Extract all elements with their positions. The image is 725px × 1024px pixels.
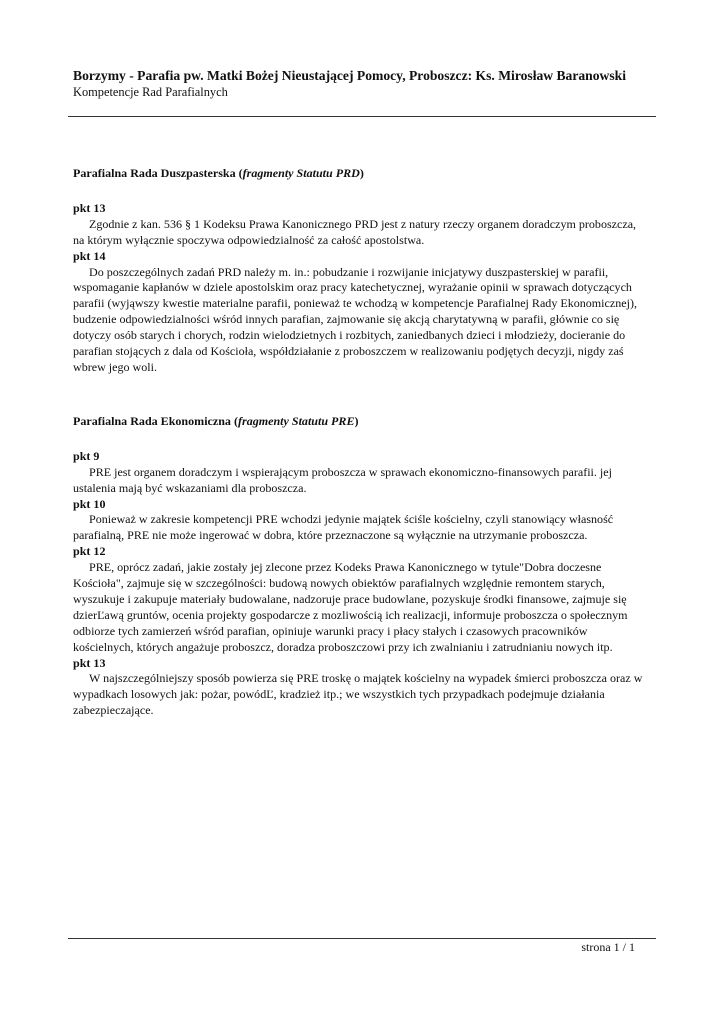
- point-text: Ponieważ w zakresie kompetencji PRE wchodzi jedynie majątek ściśle kościelny, czyli stanowiący własność parafialną, PRE nie może ingerować w dobra, które przeznaczone są wyłącznie na utrzymanie proboszcza.: [73, 512, 614, 543]
- point-block: [73, 544, 653, 655]
- page-title: Borzymy - Parafia pw. Matki Bożej Nieustającej Pomocy, Proboszcz: Ks. Mirosław Baranowski: [73, 68, 626, 83]
- section-prd: [73, 166, 653, 376]
- point-text: PRE, oprócz zadań, jakie zostały jej zlecone przez Kodeks Prawa Kanonicznego w tytule"Dobra doczesne Kościoła", zajmuje się w szczególności: budową nowych obiektów parafialnych względnie remontem starych, wyszukuje i zakupuje materiały budowalane, nadzoruje prace budowlane, pozyskuje środki finansowe, zajmuje się dzierĽawą gruntów, ocenia projekty gospodarcze z mozliwością ich realizacji, informuje proboszcza o społecznym odbiorze tych zamierzeń wśród parafian, opiniuje warunki pracy i płacy stałych i czasowych pracowników kościelnych, których angażuje proboszcz, doradza proboszczowi przy ich zwalnianiu i zatrudnianiu nowych itp.: [73, 560, 628, 654]
- point-block: [73, 449, 653, 497]
- point-label: pkt 13: [73, 655, 106, 670]
- point-label: pkt 12: [73, 544, 106, 559]
- section-heading: Parafialna Rada Duszpasterska (fragmenty Statutu PRD): [73, 166, 364, 180]
- point-label: pkt 13: [73, 200, 106, 215]
- point-text: Do poszczególnych zadań PRD należy m. in.: pobudzanie i rozwijanie inicjatywy duszpasterskiej w parafii, wspomaganie kapłanów w dziele apostolskim oraz pracy katechetycznej, wyrażanie opinii w sprawach dotyczących parafii (wyjąwszy kwestie materialne parafii, ponieważ te wchodzą w kompetencje Parafialnej Rady Ekonomicznej), budzenie odpowiedzialności wśród innych parafian, zajmowanie się akcją charytatywną w parafii, głównie co się dotyczy osób starych i chorych, rodzin wielodzietnych i rozbitych, zaniedbanych dzieci i młodzieży, docieranie do parafian stojących z dala od Kościoła, współdziałanie z proboszczem w realizowaniu podjętych decyzji, nigdy zaś wbrew jego woli.: [73, 264, 637, 374]
- header-divider: [68, 116, 656, 117]
- point-label: pkt 10: [73, 496, 106, 511]
- point-text: Zgodnie z kan. 536 § 1 Kodeksu Prawa Kanonicznego PRD jest z natury rzeczy organem doradczym proboszcza, na którym wyłącznie spoczywa odpowiedzialność za całość apostolstwa.: [73, 216, 637, 247]
- point-label: pkt 9: [73, 448, 100, 463]
- section-pre: [73, 414, 653, 719]
- page-subtitle: Kompetencje Rad Parafialnych: [73, 85, 228, 99]
- point-label: pkt 14: [73, 248, 106, 263]
- page-number: strona 1 / 1: [581, 940, 635, 954]
- footer-divider: [68, 938, 656, 939]
- point-block: [73, 249, 653, 376]
- point-block: [73, 201, 653, 249]
- section-heading: Parafialna Rada Ekonomiczna (fragmenty Statutu PRE): [73, 413, 359, 428]
- point-text: W najszczególniejszy sposób powierza się PRE troskę o majątek kościelny na wypadek śmierci proboszcza oraz w wypadkach losowych jak: pożar, powódĽ, kradzież itp.; we wszystkich tych przypadkach podejmuje działania zabezpieczające.: [73, 671, 643, 718]
- point-block: [73, 656, 653, 720]
- document-body: [73, 166, 653, 719]
- page-header: [73, 67, 653, 100]
- point-block: [73, 497, 653, 545]
- point-text: PRE jest organem doradczym i wspierającym proboszcza w sprawach ekonomiczno-finansowych parafii. jej ustalenia mają być wskazaniami dla proboszcza.: [73, 464, 612, 495]
